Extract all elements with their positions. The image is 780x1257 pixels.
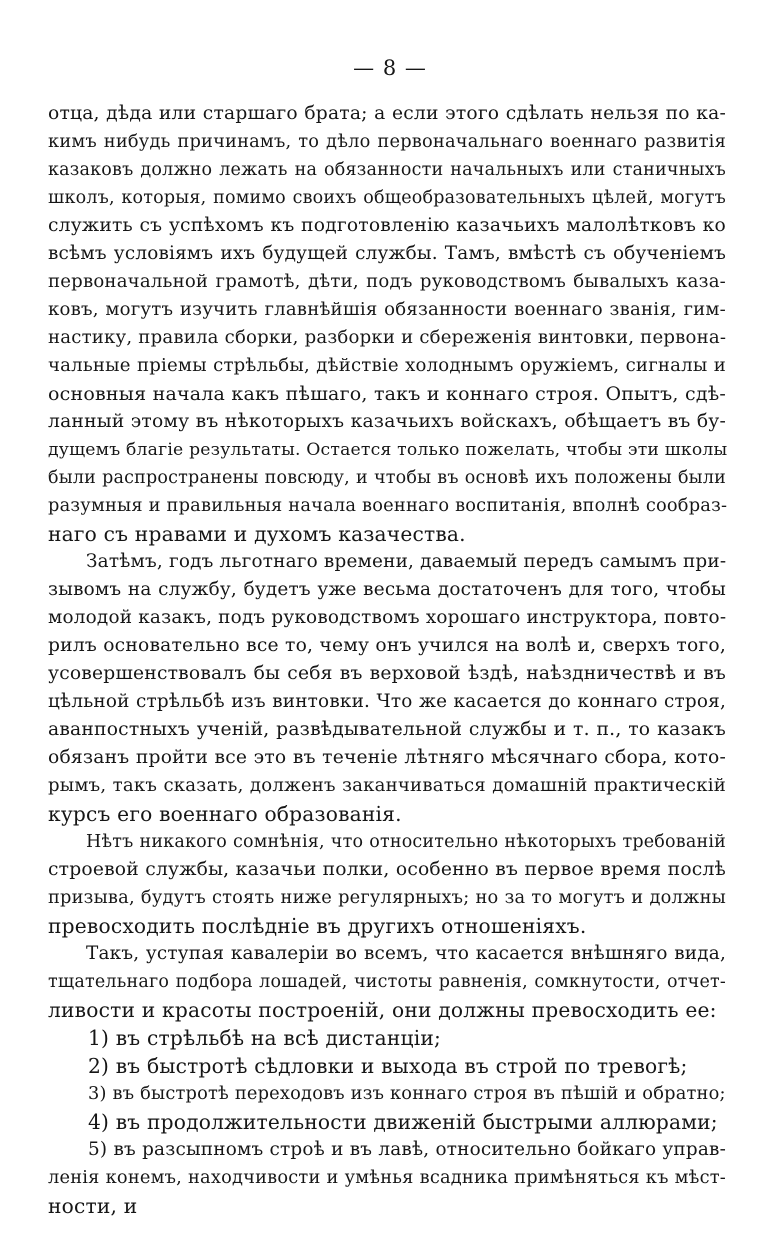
text-line: 5) въ разсыпномъ строѣ и въ лавѣ, относительно бойкаго управ-	[88, 1139, 726, 1160]
text-line: ливости и красоты построеній, они должны превосходить ее:	[48, 998, 717, 1022]
text-line: рилъ основательно все то, чему онъ учился на волѣ и, сверхъ того,	[48, 635, 726, 656]
text-line: были распространены повсюду, и чтобы въ основѣ ихъ положены были	[48, 468, 726, 488]
text-line: школъ, которыя, помимо своихъ общеобразовательныхъ цѣлей, могутъ	[48, 188, 726, 208]
text-line: усовершенствовалъ бы себя въ верховой ѣздѣ, наѣздничествѣ и въ	[48, 663, 726, 684]
text-line: обязанъ пройти все это въ теченіе лѣтняго мѣсячнаго сбора, кото-	[48, 747, 726, 768]
text-line: 2) въ быстротѣ сѣдловки и выхода въ строй по тревогѣ;	[88, 1054, 688, 1078]
text-line: разумныя и правильныя начала военнаго воспитанія, вполнѣ сообраз-	[48, 495, 728, 516]
text-line: основныя начала какъ пѣшаго, такъ и коннаго строя. Опытъ, сдѣ-	[48, 383, 726, 405]
text-line: ковъ, могутъ изучить главнѣйшія обязанности военнаго званія, гим-	[48, 299, 726, 320]
text-line: зывомъ на службу, будетъ уже весьма достаточенъ для того, чтобы	[48, 579, 726, 600]
text-line: ленія конемъ, находчивости и умѣнья всадника примѣняться къ мѣст-	[48, 1167, 726, 1188]
text-line: призыва, будутъ стоять ниже регулярныхъ; но за то могутъ и должны	[48, 887, 726, 908]
text-line: 1) въ стрѣльбѣ на всѣ дистанціи;	[88, 1026, 442, 1050]
text-line: всѣмъ условіямъ ихъ будущей службы. Тамъ, вмѣстѣ съ обученіемъ	[48, 243, 726, 264]
page-number: — 8 —	[353, 56, 427, 80]
text-line: ности, и	[48, 1194, 138, 1218]
text-line: превосходить послѣдніе въ другихъ отношеніяхъ.	[48, 914, 587, 938]
text-line: молодой казакъ, подъ руководствомъ хорошаго инструктора, повто-	[48, 607, 727, 628]
text-line: тщательнаго подбора лошадей, чистоты равненія, сомкнутости, отчет-	[48, 972, 726, 992]
text-line: 3) въ быстротѣ переходовъ изъ коннаго строя въ пѣшій и обратно;	[88, 1083, 726, 1104]
text-line: строевой службы, казачьи полки, особенно въ первое время послѣ	[48, 859, 726, 880]
text-line: казаковъ должно лежать на обязанности начальныхъ или станичныхъ	[48, 160, 726, 180]
body-text	[48, 100, 726, 1220]
text-line: служить съ успѣхомъ къ подготовленію казачьихъ малолѣтковъ ко	[48, 215, 726, 236]
text-line: чальные пріемы стрѣльбы, дѣйствіе холоднымъ оружіемъ, сигналы и	[48, 355, 726, 376]
text-line: первоначальной грамотѣ, дѣти, подъ руководствомъ бывалыхъ каза-	[48, 271, 726, 292]
text-line: Затѣмъ, годъ льготнаго времени, даваемый передъ самымъ при-	[86, 551, 727, 572]
text-line: рымъ, такъ сказать, долженъ заканчиваться домашній практическій	[48, 775, 726, 796]
text-line: Такъ, уступая кавалеріи во всемъ, что касается внѣшняго вида,	[86, 943, 726, 964]
text-line: аванпостныхъ ученій, развѣдывательной службы и т. п., то казакъ	[48, 719, 726, 740]
text-line: дущемъ благіе результаты. Остается только пожелать, чтобы эти школы	[48, 440, 728, 460]
text-line: курсъ его военнаго образованія.	[48, 802, 402, 826]
text-line: кимъ нибудь причинамъ, то дѣло первоначальнаго военнаго развитія	[48, 131, 726, 152]
text-line: наго съ нравами и духомъ казачества.	[48, 522, 466, 546]
text-line: цѣльной стрѣльбѣ изъ винтовки. Что же касается до коннаго строя,	[48, 691, 726, 712]
text-line: настику, правила сборки, разборки и сбереженія винтовки, первона-	[48, 327, 727, 348]
text-line: Нѣтъ никакого сомнѣнія, что относительно нѣкоторыхъ требованій	[86, 832, 726, 852]
text-line: 4) въ продолжительности движеній быстрыми аллюрами;	[88, 1110, 718, 1134]
text-line: отца, дѣда или старшаго брата; а если этого сдѣлать нельзя по ка-	[48, 103, 726, 124]
text-line: ланный этому въ нѣкоторыхъ казачьихъ войскахъ, обѣщаетъ въ бу-	[48, 411, 726, 432]
